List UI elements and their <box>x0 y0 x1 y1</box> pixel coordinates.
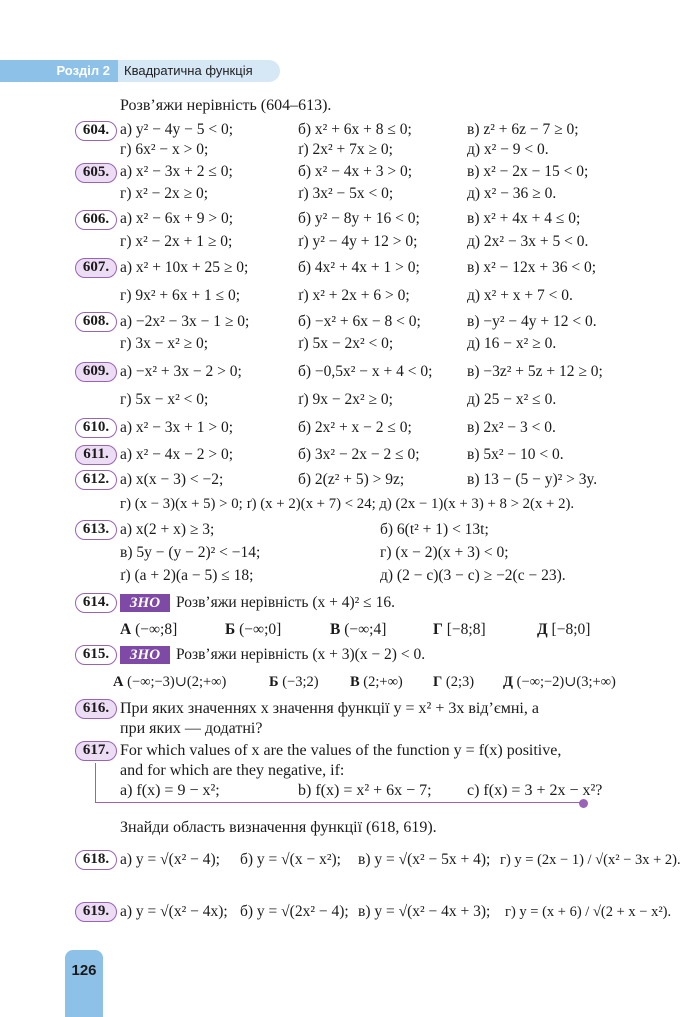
p609-d: г) 5x − x² < 0; <box>120 391 209 408</box>
p604-a: а) y² − 4y − 5 < 0; <box>120 121 234 138</box>
p605-c: в) x² − 2x − 15 < 0; <box>467 163 589 180</box>
page-number: 126 <box>65 950 103 1017</box>
p617-c: c) f(x) = 3 + 2x − x²? <box>467 782 603 799</box>
p613-c: в) 5y − (y − 2)² < −14; <box>120 544 261 561</box>
p619-a: а) y = √(x² − 4x); <box>120 903 228 920</box>
p609-b: б) −0,5x² − x + 4 < 0; <box>298 363 433 380</box>
p608-a: а) −2x² − 3x − 1 ≥ 0; <box>120 313 250 330</box>
p619-b: б) y = √(2x² − 4); <box>240 903 349 920</box>
p613-b: б) 6(t² + 1) < 13t; <box>380 521 489 538</box>
problem-number-605: 605. <box>75 163 117 183</box>
p614-option-d: Г [−8;8] <box>433 621 486 638</box>
zno-badge-615: ЗНО <box>120 646 170 664</box>
p610-a: а) x² − 3x + 1 > 0; <box>120 419 234 436</box>
p608-c: в) −y² − 4y + 12 < 0. <box>467 313 597 330</box>
p618-b: б) y = √(x − x²); <box>240 851 341 868</box>
p614-option-c: В (−∞;4] <box>330 621 387 638</box>
p604-b: б) x² + 6x + 8 ≤ 0; <box>298 121 412 138</box>
p611-b: б) 3x² − 2x − 2 ≤ 0; <box>298 446 420 463</box>
problem-number-614: 614. <box>75 593 117 613</box>
problem-number-611: 611. <box>75 445 117 465</box>
p605-b: б) x² − 4x + 3 > 0; <box>298 163 413 180</box>
p617-line1: For which values of x are the values of the function y = f(x) positive, <box>120 742 562 759</box>
p615-option-e: Д (−∞;−2)∪(3;+∞) <box>503 674 616 690</box>
p614-option-b: Б (−∞;0] <box>225 621 282 638</box>
p605-e: ґ) 3x² − 5x < 0; <box>298 185 394 202</box>
p609-f: д) 25 − x² ≤ 0. <box>467 391 557 408</box>
chapter-title: Квадратична функція <box>118 60 280 82</box>
p607-c: в) x² − 12x + 36 < 0; <box>467 259 597 276</box>
p604-d: г) 6x² − x > 0; <box>120 141 209 158</box>
p606-b: б) y² − 8y + 16 < 0; <box>298 210 420 227</box>
p613-a: а) x(2 + x) ≥ 3; <box>120 521 215 538</box>
p606-c: в) x² + 4x + 4 ≤ 0; <box>467 210 581 227</box>
section-heading-604-613: Розв’яжи нерівність (604–613). <box>120 97 332 114</box>
problem-number-619: 619. <box>75 902 117 922</box>
p613-d: г) (x − 2)(x + 3) < 0; <box>380 544 509 561</box>
p605-f: д) x² − 36 ≥ 0. <box>467 185 557 202</box>
problem-number-609: 609. <box>75 362 117 382</box>
p604-e: ґ) 2x² + 7x ≥ 0; <box>298 141 393 158</box>
p615-option-d: Г (2;3) <box>433 674 475 690</box>
p610-b: б) 2x² + x − 2 ≤ 0; <box>298 419 412 436</box>
zno-badge-614: ЗНО <box>120 594 170 612</box>
p609-a: а) −x² + 3x − 2 > 0; <box>120 363 242 380</box>
p615-option-c: В (2;+∞) <box>350 674 403 690</box>
p617-line2: and for which are they negative, if: <box>120 762 345 779</box>
p608-b: б) −x² + 6x − 8 < 0; <box>298 313 421 330</box>
p618-d: г) y = (2x − 1) / √(x² − 3x + 2). <box>500 852 681 868</box>
p607-e: ґ) x² + 2x + 6 > 0; <box>298 287 410 304</box>
p605-a: а) x² − 3x + 2 ≤ 0; <box>120 163 233 180</box>
p617-b: b) f(x) = x² + 6x − 7; <box>298 782 432 799</box>
p605-d: г) x² − 2x ≥ 0; <box>120 185 209 202</box>
p604-f: д) x² − 9 < 0. <box>467 141 549 158</box>
p612-a: а) x(x − 3) < −2; <box>120 471 224 488</box>
p606-f: д) 2x² − 3x + 5 < 0. <box>467 233 589 250</box>
problem-number-616: 616. <box>75 699 117 719</box>
p619-c: в) y = √(x² − 4x + 3); <box>358 903 491 920</box>
p607-f: д) x² + x + 7 < 0. <box>467 287 573 304</box>
chapter-header <box>0 60 280 82</box>
p618-c: в) y = √(x² − 5x + 4); <box>358 851 491 868</box>
p604-c: в) z² + 6z − 7 ≥ 0; <box>467 121 579 138</box>
p607-b: б) 4x² + 4x + 1 > 0; <box>298 259 420 276</box>
p618-a: а) y = √(x² − 4); <box>120 851 220 868</box>
p607-d: г) 9x² + 6x + 1 ≤ 0; <box>120 287 241 304</box>
p616-line1: При яких значеннях x значення функції y = x² + 3x від’ємні, а <box>120 700 539 717</box>
problem-number-612: 612. <box>75 470 117 490</box>
p615-option-b: Б (−3;2) <box>269 674 319 690</box>
p610-c: в) 2x² − 3 < 0. <box>467 419 556 436</box>
p611-c: в) 5x² − 10 < 0. <box>467 446 564 463</box>
problem-number-610: 610. <box>75 418 117 438</box>
p607-a: а) x² + 10x + 25 ≥ 0; <box>120 259 249 276</box>
p614-text: Розв’яжи нерівність (x + 4)² ≤ 16. <box>176 594 395 611</box>
p619-d: г) y = (x + 6) / √(2 + x − x²). <box>505 904 672 920</box>
p606-a: а) x² − 6x + 9 > 0; <box>120 210 234 227</box>
p613-e: ґ) (a + 2)(a − 5) ≤ 18; <box>120 567 254 584</box>
p608-f: д) 16 − x² ≥ 0. <box>467 335 557 352</box>
problem-number-618: 618. <box>75 850 117 870</box>
problem-number-613: 613. <box>75 520 117 540</box>
p611-a: а) x² − 4x − 2 > 0; <box>120 446 234 463</box>
problem-number-606: 606. <box>75 210 117 230</box>
p615-text: Розв’яжи нерівність (x + 3)(x − 2) < 0. <box>176 646 426 663</box>
problem-number-615: 615. <box>75 645 117 665</box>
p608-d: г) 3x − x² ≥ 0; <box>120 335 209 352</box>
problem-number-608: 608. <box>75 312 117 332</box>
p616-line2: при яких — додатні? <box>120 720 263 737</box>
p612-c: в) 13 − (5 − y)² > 3y. <box>467 471 598 488</box>
p609-e: ґ) 9x − 2x² ≥ 0; <box>298 391 393 408</box>
p609-c: в) −3z² + 5z + 12 ≥ 0; <box>467 363 603 380</box>
p615-option-a: А (−∞;−3)∪(2;+∞) <box>113 674 227 690</box>
problem-number-607: 607. <box>75 258 117 278</box>
section-label: Розділ 2 <box>0 60 118 82</box>
p606-e: ґ) y² − 4y + 12 > 0; <box>298 233 418 250</box>
p614-option-a: А (−∞;8] <box>120 621 178 638</box>
p614-option-e: Д [−8;0] <box>537 621 591 638</box>
p612-b: б) 2(z² + 5) > 9z; <box>298 471 405 488</box>
p612-row2: г) (x − 3)(x + 5) > 0; ґ) (x + 2)(x + 7) < 24; д) (2x − 1)(x + 3) + 8 > 2(x + 2). <box>120 496 575 512</box>
section-heading-618-619: Знайди область визначення функції (618, 619). <box>120 819 437 836</box>
problem-number-617: 617. <box>75 741 117 761</box>
problem-number-604: 604. <box>75 121 117 141</box>
p617-a: а) f(x) = 9 − x²; <box>120 782 220 799</box>
p606-d: г) x² − 2x + 1 ≥ 0; <box>120 233 233 250</box>
p608-e: ґ) 5x − 2x² < 0; <box>298 335 394 352</box>
p613-f: д) (2 − c)(3 − c) ≥ −2(c − 23). <box>380 567 566 584</box>
